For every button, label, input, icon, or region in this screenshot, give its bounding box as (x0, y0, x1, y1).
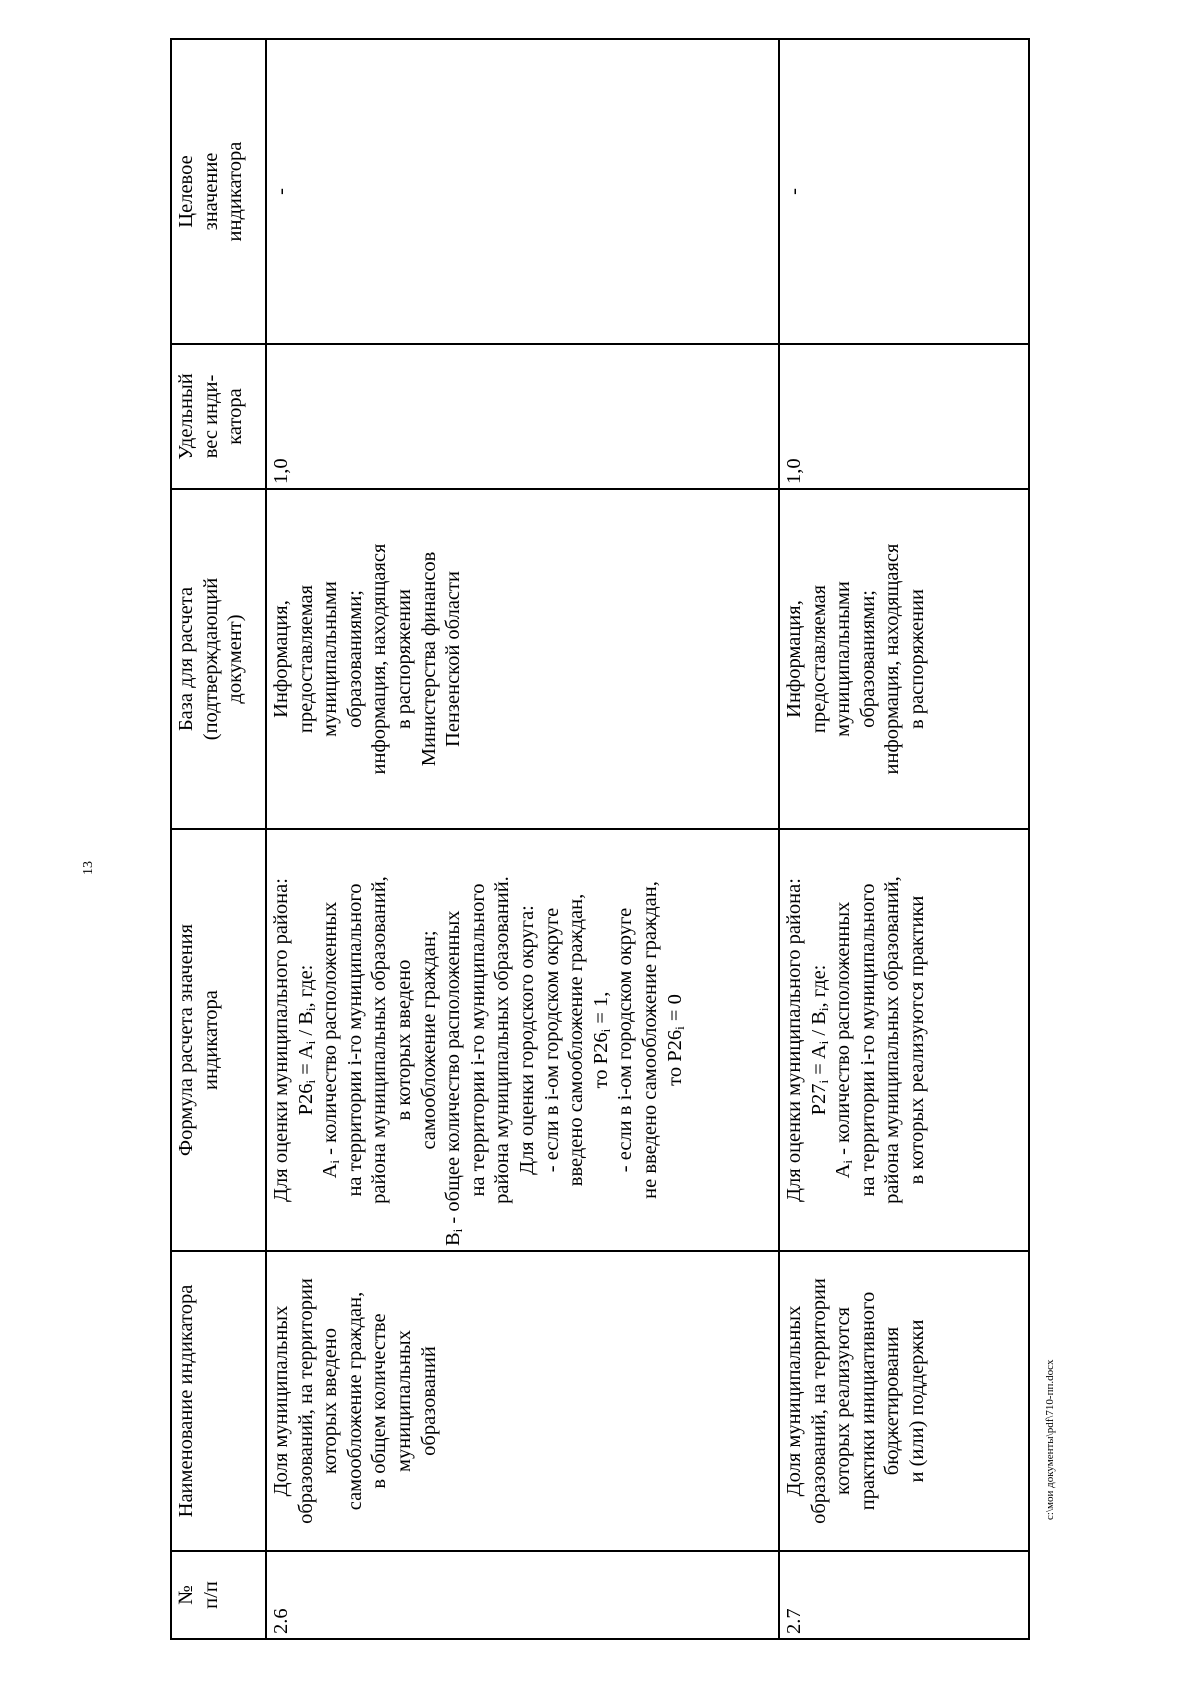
formula-equation: $P27_i = A_i / B_i$, где: (807, 964, 831, 1116)
footer-file-path: c:\мои документы\pdf\710-пп.docx (1044, 1359, 1056, 1520)
header-formula: Формула расчета значения индикатора (171, 829, 266, 1251)
table-row (779, 39, 1029, 1639)
formula-a-definition: $A_i$ - количество расположенных (319, 901, 343, 1179)
header-base: База для расчета (подтверждающий документ) (171, 489, 266, 829)
header-weight: Удельный вес инди- катора (171, 344, 266, 489)
table-row (266, 39, 779, 1639)
indicator-formula: Для оценки муниципального района: $P26_i = A_i / B_i$, где: $A_i$ - количество расположенных на территории i-го муниципального района муниципальных образований, в которых введено самообложение граждан; $B_i$ - общее количество расположенных на территории i-го муниципального района муниципальных образований. Для оценки городского округа: - если в i-ом городском округе введено самообложение граждан, то $P26_i = 1$, - если в i-ом городском округе не введено самообложение граждан, то $P26_i = 0$ (266, 829, 779, 1251)
formula-equation: $P26_i = A_i / B_i$, где: (294, 964, 318, 1116)
row-number: 2.7 (779, 1551, 1029, 1639)
formula-a-definition: $A_i$ - количество расположенных (832, 901, 856, 1179)
page-number: 13 (81, 861, 96, 875)
indicator-name: Доля муниципальных образований, на территории которых реализуются практики инициативного бюджетирования и (или) поддержки (779, 1251, 1029, 1551)
indicator-base: Информация, предоставляемая муниципальными образованиями; информация, находящаяся в распоряжении Министерства финансов Пензенской области (266, 489, 779, 829)
indicator-table (170, 38, 1030, 1640)
indicator-target: - (266, 39, 779, 344)
indicator-target: - (779, 39, 1029, 344)
indicator-base: Информация, предоставляемая муниципальными образованиями; информация, находящаяся в распоряжении (779, 489, 1029, 829)
header-name: Наименование индикатора (171, 1251, 266, 1551)
indicator-name: Доля муниципальных образований, на территории которых введено самообложение граждан, в общем количестве муниципальных образований (266, 1251, 779, 1551)
indicator-weight: 1,0 (779, 344, 1029, 489)
rotated-table-container (170, 40, 1030, 1640)
indicator-formula: Для оценки муниципального района: $P27_i = A_i / B_i$, где: $A_i$ - количество расположенных на территории i-го муниципального района муниципальных образований, в которых реализуются практики (779, 829, 1029, 1251)
row-number: 2.6 (266, 1551, 779, 1639)
indicator-weight: 1,0 (266, 344, 779, 489)
header-num: № п/п (171, 1551, 266, 1639)
header-target: Целевое значение индикатора (171, 39, 266, 344)
table-header-row (171, 39, 266, 1639)
formula-b-definition: $B_i$ - общее количество расположенных (442, 910, 466, 1246)
